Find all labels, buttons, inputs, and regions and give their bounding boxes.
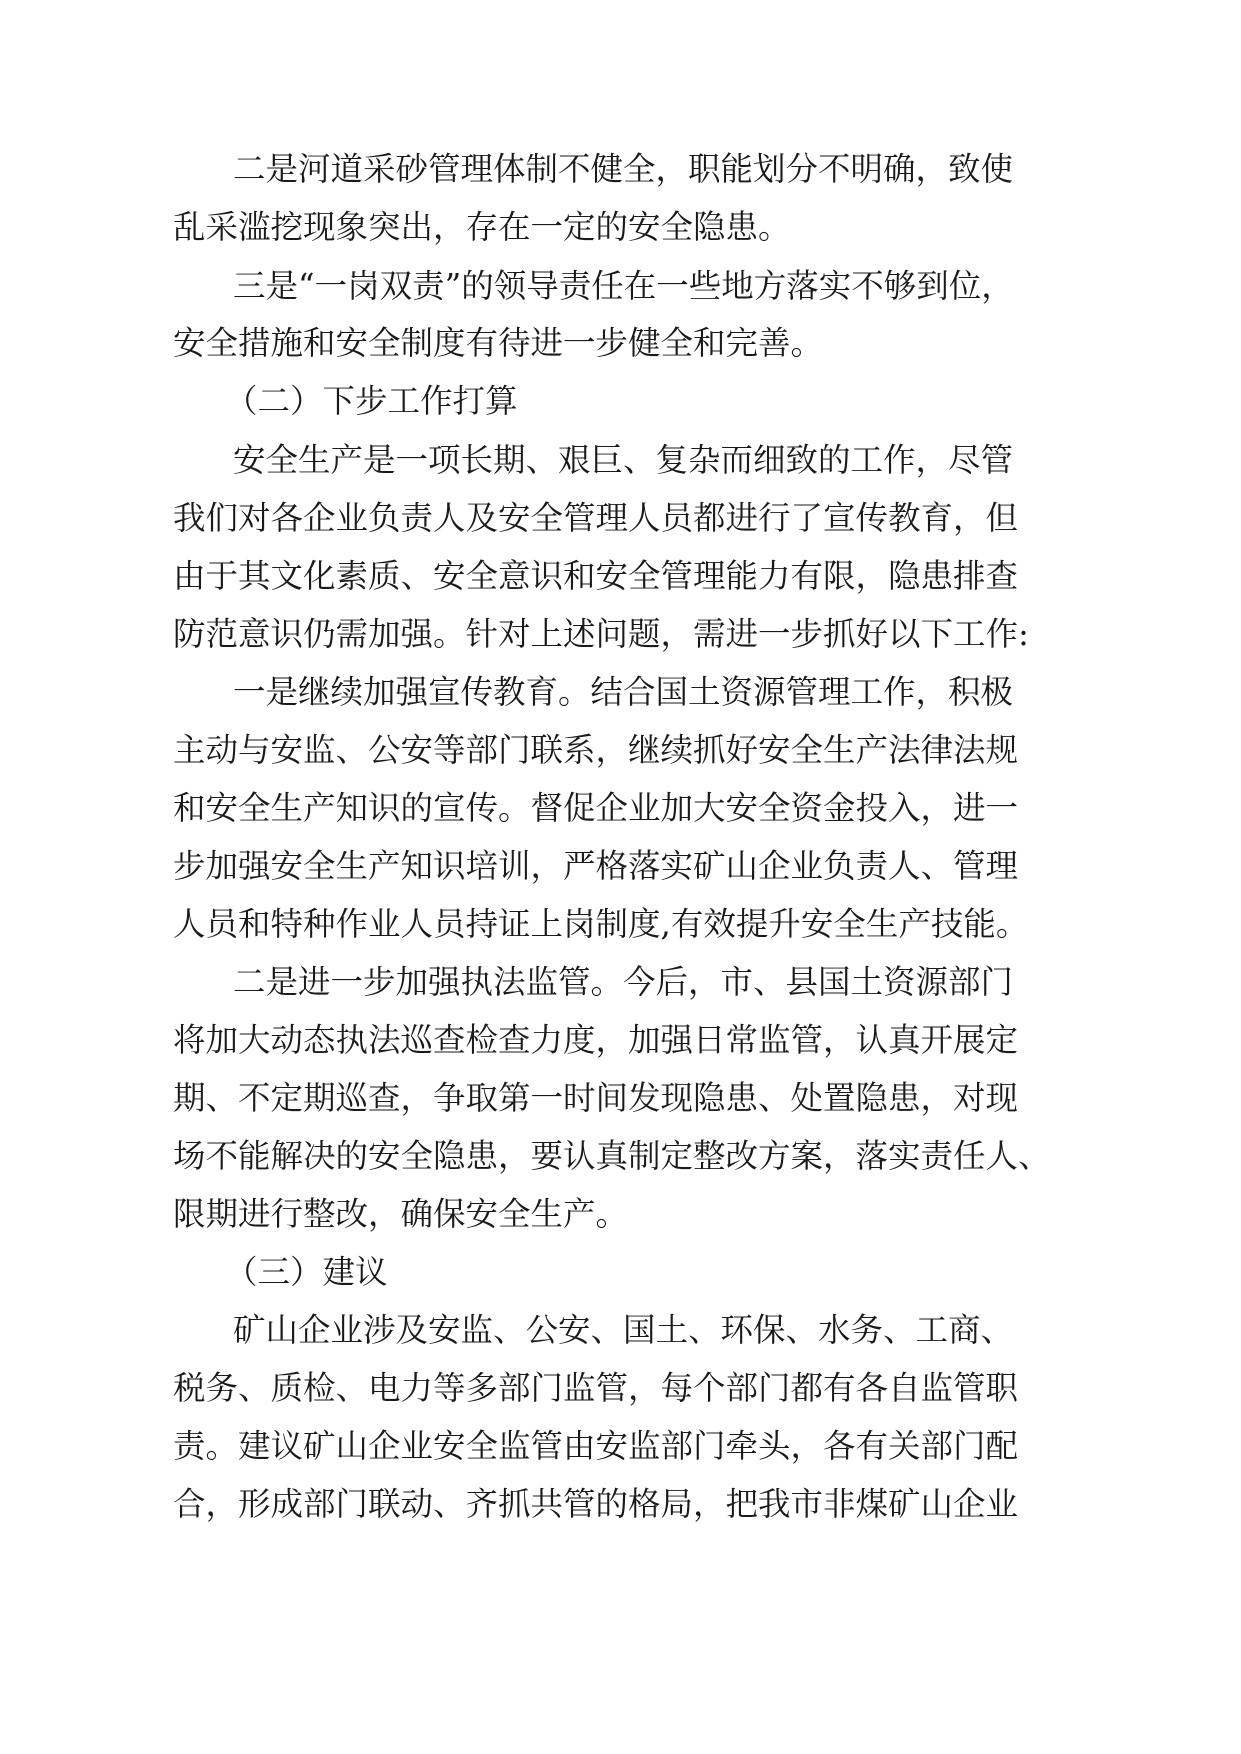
text-line: 限期进行整改，确保安全生产。 xyxy=(173,1195,629,1233)
text-line: 将加大动态执法巡查检查力度，加强日常监管，认真开展定 xyxy=(173,1021,1019,1059)
text-line: 乱采滥挖现象突出，存在一定的安全隐患。 xyxy=(173,208,791,246)
text-line: 三是“一岗双责”的领导责任在一些地方落实不够到位， xyxy=(233,267,1014,305)
text-line: 一是继续加强宣传教育。结合国土资源管理工作，积极 xyxy=(233,673,1014,711)
text-line: 我们对各企业负责人及安全管理人员都进行了宣传教育，但 xyxy=(173,499,1019,537)
text-line: 二是河道采砂管理体制不健全，职能划分不明确，致使 xyxy=(233,150,1014,188)
text-line: 主动与安监、公安等部门联系，继续抓好安全生产法律法规 xyxy=(173,731,1019,769)
section-heading: （二）下步工作打算 xyxy=(225,382,518,420)
text-line: 安全措施和安全制度有待进一步健全和完善。 xyxy=(173,324,824,362)
text-line: 防范意识仍需加强。针对上述问题，需进一步抓好以下工作: xyxy=(173,615,1029,653)
text-line: 合，形成部门联动、齐抓共管的格局，把我市非煤矿山企业 xyxy=(173,1485,1019,1523)
text-line: 矿山企业涉及安监、公安、国土、环保、水务、工商、 xyxy=(233,1311,1014,1349)
section-heading: （三）建议 xyxy=(225,1253,388,1291)
text-line: 步加强安全生产知识培训，严格落实矿山企业负责人、管理 xyxy=(173,847,1019,885)
text-line: 场不能解决的安全隐患，要认真制定整改方案，落实责任人、 xyxy=(173,1137,1051,1175)
text-line: 由于其文化素质、安全意识和安全管理能力有限，隐患排查 xyxy=(173,557,1019,595)
text-line: 和安全生产知识的宣传。督促企业加大安全资金投入，进一 xyxy=(173,789,1019,827)
text-line: 期、不定期巡查，争取第一时间发现隐患、处置隐患，对现 xyxy=(173,1079,1019,1117)
text-line: 安全生产是一项长期、艰巨、复杂而细致的工作，尽管 xyxy=(233,441,1014,479)
text-line: 人员和特种作业人员持证上岗制度,有效提升安全生产技能。 xyxy=(173,905,1029,943)
text-line: 税务、质检、电力等多部门监管，每个部门都有各自监管职 xyxy=(173,1369,1019,1407)
text-line: 责。建议矿山企业安全监管由安监部门牵头，各有关部门配 xyxy=(173,1427,1019,1465)
text-line: 二是进一步加强执法监管。今后，市、县国土资源部门 xyxy=(233,963,1014,1001)
